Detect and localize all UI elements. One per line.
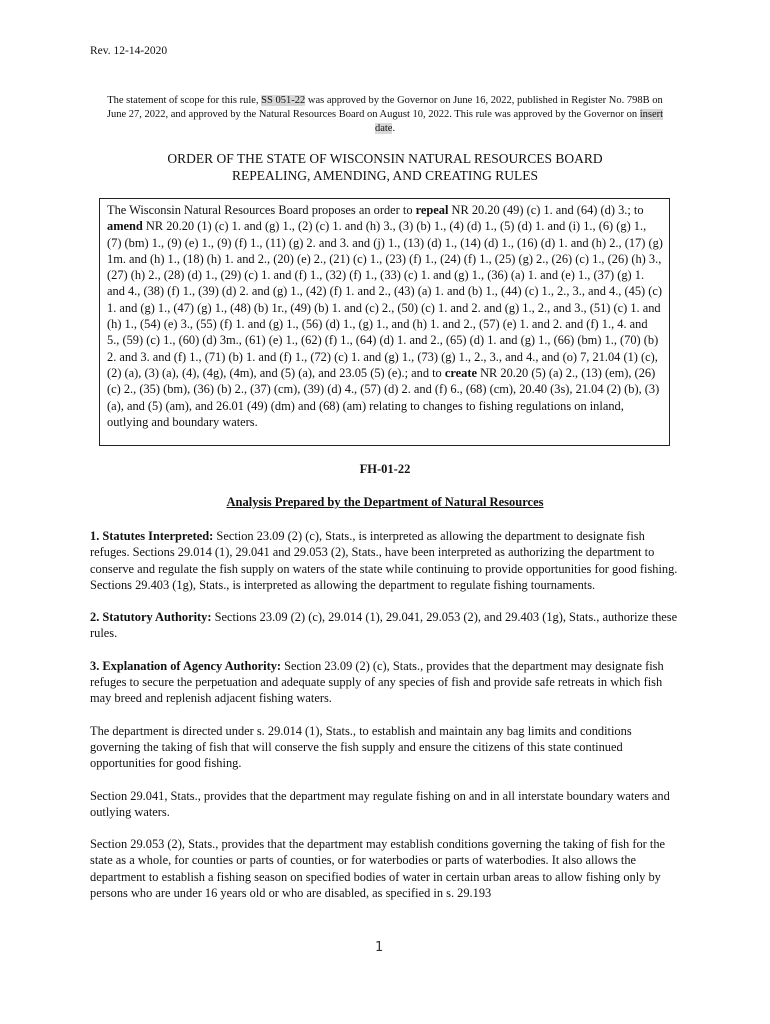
order-title-line2: REPEALING, AMENDING, AND CREATING RULES bbox=[232, 168, 538, 183]
section-2-text: Sections 23.09 (2) (c), 29.014 (1), 29.041, 29.053 (2), and 29.403 (1g), Stats., authorize these rules. bbox=[90, 610, 678, 641]
section-statutory-authority bbox=[90, 609, 684, 642]
docket-number: FH-01-22 bbox=[359, 462, 411, 476]
scope-statement bbox=[100, 94, 670, 136]
amend-text: NR 20.20 (1) (c) 1. and (g) 1., (2) (c) 1. and (h) 3., (3) (b) 1., (4) (d) 1., (5) (d) 1. and (i) 1., (6) (g) 1., (7) (bm) 1., (9) (e) 1., (9) (f) 1., (11) (g) 2. and 3. and (j) 1., (13) (d) 1., (14) (d) 1., (16) (d) 1. and (h) 2., (17) (g) 1m. and (h) 1., (18) (h) 1. and 2., (20) (e) 2., (21) (c) 1., (23) (f) 1., (24) (f) 1., (25) (g) 2., (26) (c) 1., (26) (h) 3., (27) (h) 2., (28) (d) 1., (29) (c) 1. and (f) 1., (32) (f) 1., (33) (c) 1. and (g) 1., (36) (a) 1. and (e) 1., (37) (g) 1. and 4., (38) (f) 1., (39) (d) 2. and (g) 1., (42) (f) 1. and 2., (43) (a) 1. and (b) 1., (44) (c) 1., 2., 3., and 4., (45) (c) 1. and (g) 1., (47) (g) 1., (48) (b) 1r., (49) (b) 1. and (c) 2., (50) (c) 1. and 2. and (g) 1., 2., and 3., (51) (c) 1. and (h) 1., (54) (e) 3., (55) (f) 1. and (g) 1., (56) (d) 1., (g) 1., and (h) 1. and 2., (57) (e) 1. and 2. and (f) 1., 4. and 5., (59) (c) 1., (60) (d) 3m., (61) (e) 1., (62) (f) 1., (64) (d) 1. and 2., (65) (d) 1. and (g) 1., (66) (bm) 1., (70) (b) 2. and 3. and (f) 1., (71) (b) 1. and (f) 1., (72) (c) 1. and (g) 1., (73) (g) 1., 2., 3., and 4., and (o) 7, 21.04 (1) (c), (2) (a), (3) (a), (4), (4g), (4m), and (5) (a), and 23.05 (5) (e).; and to bbox=[107, 219, 663, 380]
scope-text-post: . bbox=[392, 123, 396, 134]
section-1-text: Section 23.09 (2) (c), Stats., is interpreted as allowing the department to designate fish refuges. Sections 29.014 (1), 29.041 and 29.053 (2), Stats., have been interpreted as authorizing the department to conserve and regulate the fish supply on waters of the state while continuing to provide opportunities for good fishing. Sections 29.403 (1g), Stats., is interpreted as allowing the department to regulate fishing tournaments. bbox=[90, 529, 678, 592]
create-text: NR 20.20 (5) (a) 2., (13) (em), (26) (c) 2., (35) (bm), (36) (b) 2., (37) (cm), (39) (d) 4., (57) (d) 2. and (f) 6., (68) (cm), 20.40 (3s), 21.04 (2) (b), (3) (a), and (5) (am), and 26.01 (49) (dm) and (68) (am) relating to changes to fishing regulations on inland, outlying and boundary waters. bbox=[107, 365, 660, 429]
scope-rule-number: SS 051-22 bbox=[261, 95, 306, 106]
repeal-text: NR 20.20 (49) (c) 1. and (64) (d) 3.; to bbox=[448, 203, 644, 217]
section-1-heading: 1. Statutes Interpreted: bbox=[90, 529, 214, 543]
paragraph-conditions: Section 29.053 (2), Stats., provides that the department may establish conditions governing the taking of fish for the state as a whole, for counties or parts of counties, or for waterbodies or parts of waterbodies. It also allows the department to establish a fishing season on specified bodies of water in certain urban areas to allow fishing only by persons who are under 16 years old or who are disabled, as specified in s. 29.193 bbox=[90, 837, 666, 901]
analysis-body bbox=[90, 528, 684, 917]
scope-text-pre: The statement of scope for this rule, bbox=[107, 95, 262, 106]
order-title-line1: ORDER OF THE STATE OF WISCONSIN NATURAL RESOURCES BOARD bbox=[167, 151, 603, 166]
paragraph-bag-limits: The department is directed under s. 29.014 (1), Stats., to establish and maintain any bag limits and conditions governing the taking of fish that will conserve the fish supply and ensure the citizens of this state continued opportunities for good fishing. bbox=[90, 723, 632, 771]
create-keyword: create bbox=[444, 365, 477, 380]
repeal-keyword: repeal bbox=[415, 203, 449, 217]
amend-keyword: amend bbox=[107, 219, 143, 234]
section-3-text: Section 23.09 (2) (c), Stats., provides that the department may designate fish refuges to secure the perpetuation and adequate supply of any species of fish and provide safe retreats in which fish may breed and replenish adjacent fishing waters. bbox=[90, 658, 664, 706]
section-2-heading: 2. Statutory Authority: bbox=[90, 610, 212, 625]
analysis-heading: Analysis Prepared by the Department of Natural Resources bbox=[226, 495, 544, 509]
section-3-heading: 3. Explanation of Agency Authority: bbox=[90, 658, 282, 673]
order-intro: The Wisconsin Natural Resources Board proposes an order to bbox=[107, 203, 416, 217]
order-summary-box bbox=[99, 198, 670, 446]
scope-date-placeholder: insert date bbox=[374, 109, 664, 134]
paragraph-boundary-waters: Section 29.041, Stats., provides that the department may regulate fishing on and in all interstate boundary waters and outlying waters. bbox=[90, 788, 670, 819]
section-agency-authority bbox=[90, 658, 684, 707]
section-statutes-interpreted bbox=[90, 528, 684, 593]
scope-text-mid: was approved by the Governor on June 16, 2022, published in Register No. 798B on June 27, 2022, and approved by the Natural Resources Board on August 10, 2022. This rule was approved by the Governor on bbox=[106, 95, 663, 120]
page-number: 1 bbox=[375, 940, 384, 955]
order-title bbox=[100, 150, 670, 184]
revision-date: Rev. 12-14-2020 bbox=[90, 45, 168, 57]
